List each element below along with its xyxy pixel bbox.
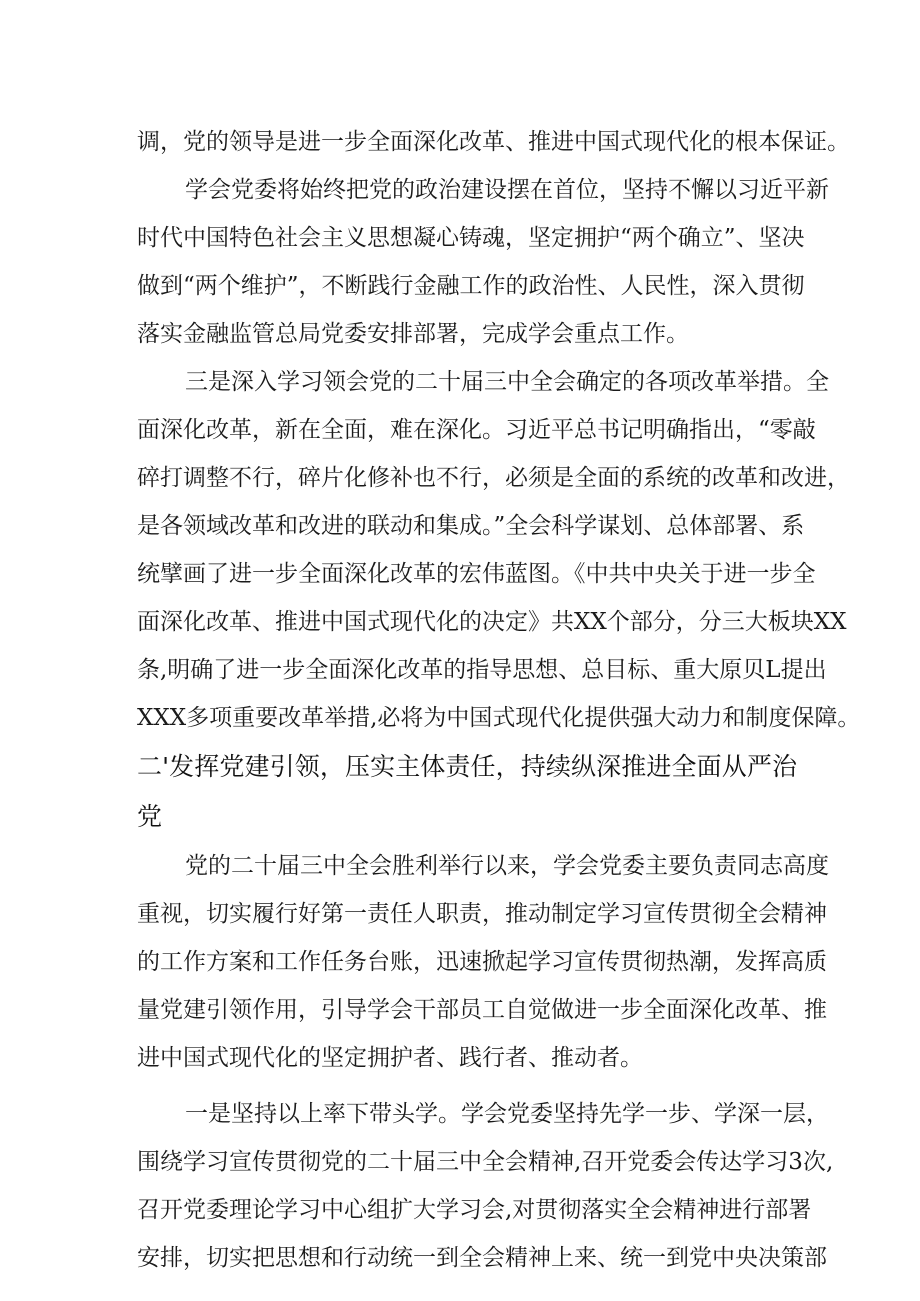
paragraph-line: 一是坚持以上率下带头学。学会党委坚持先学一步、学深一层， <box>185 1101 829 1127</box>
paragraph-line: 条,明确了进一步全面深化改革的指导思想、总目标、重大原贝L提出 <box>137 657 827 683</box>
paragraph-line: 统擘画了进一步全面深化改革的宏伟蓝图。《中共中央关于进一步全 <box>137 561 816 587</box>
paragraph-line: 做到“两个维护”，不断践行金融工作的政治性、人民性，深入贯彻 <box>137 273 805 299</box>
paragraph-line: 时代中国特色社会主义思想凝心铸魂，坚定拥护“两个确立”、坚决 <box>137 225 805 251</box>
paragraph-line: 调，党的领导是进一步全面深化改革、推进中国式现代化的根本保证。 <box>137 129 850 155</box>
paragraph-line: 三是深入学习领会党的二十届三中全会确定的各项改革举措。全 <box>185 369 829 395</box>
paragraph-line: 党的二十届三中全会胜利举行以来，学会党委主要负责同志高度 <box>185 853 829 879</box>
paragraph-line: 面深化改革、推进中国式现代化的决定》共XX个部分，分三大板块XX <box>137 609 847 635</box>
paragraph-line: 召开党委理论学习中心组扩大学习会,对贯彻落实全会精神进行部署 <box>137 1197 812 1223</box>
section-heading: 党 <box>137 802 163 831</box>
paragraph-line: 面深化改革，新在全面，难在深化。习近平总书记明确指出，“零敲 <box>137 417 816 443</box>
document-body <box>137 118 861 1282</box>
paragraph-line: 重视，切实履行好第一责任人职责，推动制定学习宣传贯彻全会精神 <box>137 901 827 927</box>
paragraph-line: 碎打调整不行，碎片化修补也不行，必须是全面的系统的改革和改进， <box>137 465 850 491</box>
paragraph-line: 围绕学习宣传贯彻党的二十届三中全会精神,召开党委会传达学习3次, <box>137 1149 834 1175</box>
paragraph-line: 落实金融监管总局党委安排部署，完成学会重点工作。 <box>137 321 689 347</box>
paragraph-line: 安排，切实把思想和行动统一到全会精神上来、统一到党中央决策部 <box>137 1245 827 1271</box>
section-heading: 二'发挥党建引领，压实主体责任，持续纵深推进全面从严治 <box>137 752 797 781</box>
paragraph-line: XXX多项重要改革举措,必将为中国式现代化提供强大动力和制度保障。 <box>137 705 861 731</box>
paragraph-line: 量党建引领作用，引导学会干部员工自觉做进一步全面深化改革、推 <box>137 997 827 1023</box>
paragraph-gap <box>137 1082 797 1090</box>
paragraph-line: 进中国式现代化的坚定拥护者、践行者、推动者。 <box>137 1045 643 1071</box>
paragraph-line: 学会党委将始终把党的政治建设摆在首位，坚持不懈以习近平新 <box>185 177 829 203</box>
paragraph-line: 的工作方案和工作任务台账，迅速掀起学习宣传贯彻热潮，发挥高质 <box>137 949 827 975</box>
paragraph-line: 是各领域改革和改进的联动和集成。”全会科学谋划、总体部署、系 <box>137 513 805 539</box>
